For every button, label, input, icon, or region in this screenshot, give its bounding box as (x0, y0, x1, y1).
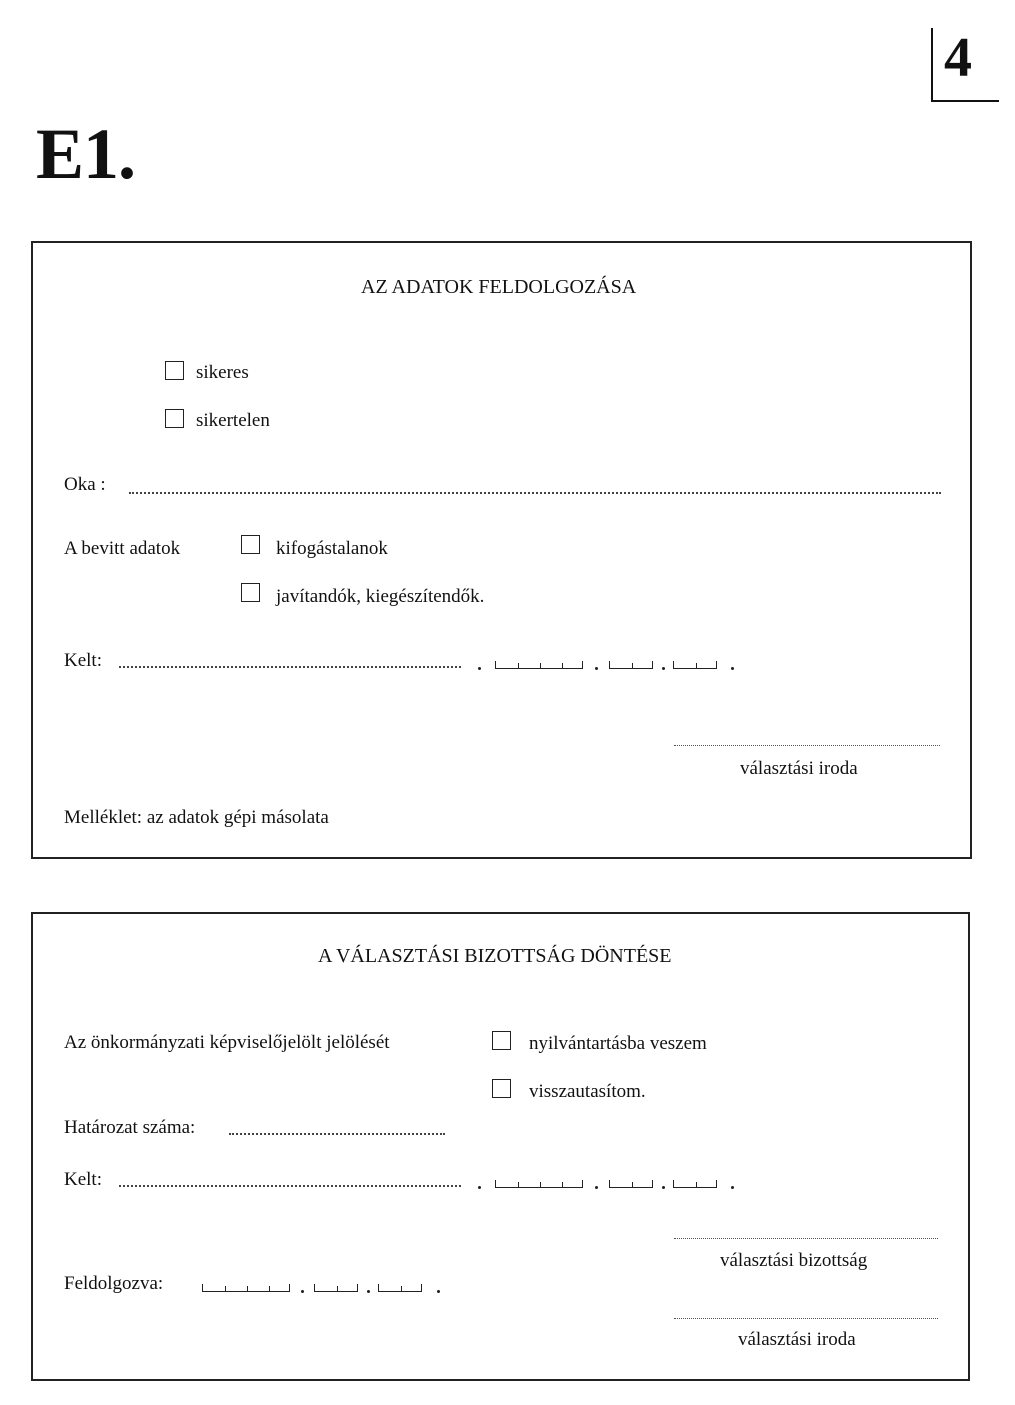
separator-dot (478, 667, 481, 670)
office-signature-caption-2: választási iroda (738, 1329, 856, 1350)
label-register: nyilvántartásba veszem (529, 1033, 707, 1054)
decision-date-label: Kelt: (64, 1169, 102, 1190)
label-failure: sikertelen (196, 410, 270, 431)
office-signature-caption: választási iroda (740, 758, 858, 779)
checkbox-failure[interactable] (165, 409, 184, 428)
processing-panel (31, 241, 972, 859)
resolution-label: Határozat száma: (64, 1117, 196, 1138)
decision-panel (31, 912, 970, 1381)
date-place-field[interactable] (119, 666, 461, 668)
date-label: Kelt: (64, 650, 102, 671)
reason-field[interactable] (129, 492, 941, 494)
committee-signature-line[interactable] (674, 1238, 938, 1239)
committee-signature-caption: választási bizottság (720, 1250, 868, 1271)
label-flawless: kifogástalanok (276, 538, 388, 559)
label-success: sikeres (196, 362, 249, 383)
page-number: 4 (944, 27, 972, 89)
checkbox-reject[interactable] (492, 1079, 511, 1098)
checkbox-flawless[interactable] (241, 535, 260, 554)
entered-data-label: A bevitt adatok (64, 538, 181, 559)
checkbox-success[interactable] (165, 361, 184, 380)
processing-title: AZ ADATOK FELDOLGOZÁSA (361, 276, 637, 298)
office-signature-line[interactable] (674, 745, 940, 746)
decision-date-place-field[interactable] (119, 1185, 461, 1187)
processed-label: Feldolgozva: (64, 1273, 164, 1294)
checkbox-register[interactable] (492, 1031, 511, 1050)
resolution-number-field[interactable] (229, 1133, 445, 1135)
reason-label: Oka : (64, 474, 106, 495)
nomination-label: Az önkormányzati képviselőjelölt jelölését (64, 1032, 390, 1053)
office-signature-line-2[interactable] (674, 1318, 938, 1319)
decision-title: A VÁLASZTÁSI BIZOTTSÁG DÖNTÉSE (318, 945, 672, 967)
separator-dot (478, 1186, 481, 1189)
label-needs-correction: javítandók, kiegészítendők. (276, 586, 485, 607)
label-reject: visszautasítom. (529, 1081, 646, 1102)
attachment-note: Melléklet: az adatok gépi másolata (64, 807, 329, 828)
form-code: E1. (36, 114, 136, 194)
checkbox-needs-correction[interactable] (241, 583, 260, 602)
